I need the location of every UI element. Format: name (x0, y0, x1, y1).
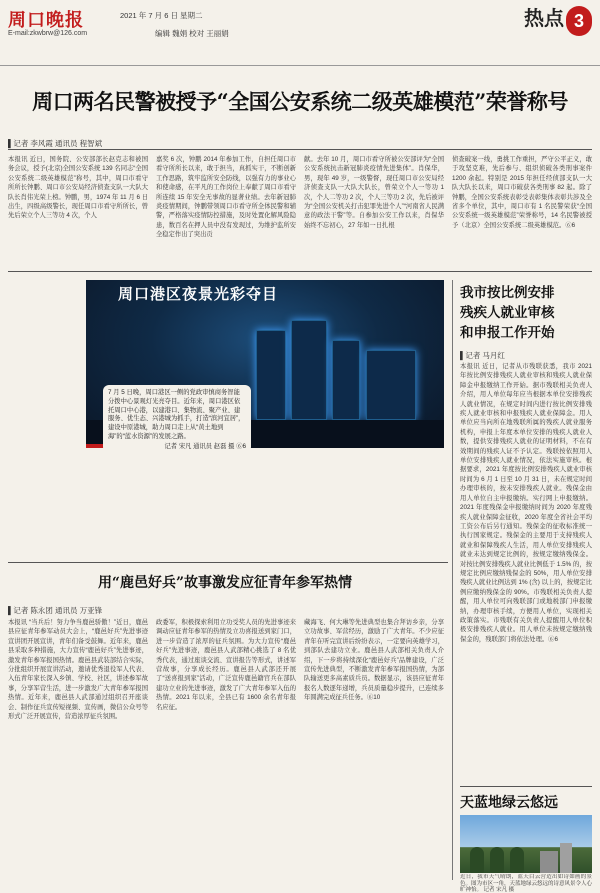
article3-byline-text: 记者 陈永团 通讯员 万亚锋 (13, 606, 103, 615)
photo-caption-box (103, 385, 251, 453)
article1-headline: 周口两名民警被授予“全国公安系统二级英雄模范”荣誉称号 (32, 89, 568, 114)
article3-column-3: 藏海飞、何大琳等先进典型也集合拜访乡亲，分享立功故事、军营经历，激励了广大青年。不少应征青年在听完宣讲后纷纷表示，一定要向英雄学习，到部队去建功立业。鹿邑县人武部相关负责人介绍，下一步将持续深化“鹿邑好兵”品牌建设，广泛宣传先进典型，不断激发青年参军报国热情，为部队输送更多高素质兵员。数据显示，该县应征青年报名人数逐年递增，兵员质量稳步提升，已连续多年圆满完成征兵任务。⑥10 (304, 619, 444, 702)
article3-column-2: 政委军，积极探索利用立功受奖人员的先进事迹来调动应征青年参军的热情及立功喜报送到家门口，进一步营造了浓厚的征兵氛围。为大力宣传“鹿邑好兵”先进事迹，鹿邑县人武部精心挑选了 8 名优秀代表，通过座谈交流、宣讲报告等形式，讲述军营故事，分享成长经历。鹿邑县人武部还开展了“送喜报到家”活动，广泛宣传鹿邑籍官兵在部队建功立业的先进事迹，激发了广大青年参军入伍的热情。2021 年以来，全县已有 1600 余名青年报名应征。 (156, 619, 296, 711)
article1-byline: ▌记者 李风霞 通讯员 程智斌 (8, 139, 103, 148)
photo-title: 周口港区夜景光彩夺目 (118, 285, 279, 303)
divider-rule (460, 786, 592, 787)
article3-column-1: 本报讯 “当兵后！努力争当鹿邑骄傲！”近日，鹿邑县应征青年参军动员大会上，“鹿邑好兵”先进事迹宣讲团开展宣讲，青年们备受鼓舞。近年来，鹿邑县采取多种措施，大力宣传“鹿邑好兵”先进事迹，激发青年参军报国热情。鹿邑县武装部结合实际，分批组织开展宣讲活动，邀请优秀退役军人代表、入伍青年家长深入乡镇、学校、社区，讲述参军故事，分享军营生活，进一步激发广大青年参军报国热情。近年来，鹿邑县人武部通过组织召开座谈会、制作征兵宣传短视频、宣传画，微信公众号等形式广泛开展宣传，营造浓厚征兵氛围。 (8, 619, 148, 721)
photo-credit: 记者 宋凡 通讯员 赵磊 摄 ⑥6 (164, 442, 246, 450)
article2-headline (460, 283, 592, 343)
photo-building (560, 843, 572, 873)
lit-building (256, 330, 286, 420)
photo-caption: 7 月 5 日晚，周口港区一侧的党政审慎商务智能分拨中心景观灯光亮夺目。近年来，周口港区依托周口中心港，以建港口、集物流、聚产业、建服务、优生态、兴港城为抓手，打造“滨河宜居”，建设中原港城，助力周口走上从“黄土地到海”的“蓝水资源”的发展之路。 (108, 389, 245, 440)
weather-caption-text: 近日，我市天气晴朗，蓝天白云营造出如诗如画的景色。图为市区一角，天蓝地绿云悠远的诗意风景令人心旷神怡。 (460, 874, 592, 892)
article2-headline-line: 和申报工作开始 (460, 325, 555, 341)
editors-line: 编辑 魏娟 校对 王丽娟 (155, 29, 229, 38)
lit-building (332, 340, 360, 420)
lit-building (366, 350, 416, 420)
divider-rule (8, 562, 448, 563)
article2-body: 本报讯 近日，记者从市残联获悉，我市 2021 年按比例安排残疾人就业审核和残疾人就业保障金申报缴纳工作开始。据市残联相关负责人介绍，用人单位每年应当根据本单位安排残疾人就业情况，在规定时间内进行按比例安排残疾人就业审核和申报残疾人就业保障金。用人单位应当向所在地残联所属的残疾人就业服务机构，申报上年度本单位安排的残疾人就业人数，提供安排残疾人就业的证明材料，不在有效期间的残疾人证不予认定。残联按依照用人单位安排残疾人就业情况，依法实施审核。根据要求，2021 年度按比例安排残疾人就业审核时间为 6 月 1 日至 10 月 31 日，未在规定时间办理审核的，按未安排残疾人就业。残保金由用人单位自主申报缴纳。实行网上申报缴纳。2021 年度残保金申报缴纳时间为 2020 年度残疾人就业保障金征收，2020 年度全省社会平均工资公布后另行通知。残保金的征收标准统一执行国家规定。残保金的主要用于支持残疾人就业和保障残疾人生活，用人单位安排残疾人就业未达到规定比例的，按规定缴纳残保金。对按比例安排残疾人就业比例低于 1.5% 的，按规定比例应缴纳残保金的 50%，用人单位安排残疾人就业比例达到 1% (含) 以上的，按规定比例应缴纳残保金的 90%。市残联相关负责人提醒，用人单位可向残联部门或地税部门申报缴纳，办理审核手续，方便用人单位，实现相关政策落实。市残联有关负责人提醒用人单位积极安排残疾人就业。用人单位未按规定缴纳残保金的，残联部门将依法处理。⑥6 (460, 363, 592, 643)
article1-column-3: 献。去年 10 月，周口市看守所被公安部评为“全国公安系统抗击新冠肺炎疫情先进集体”。肖保华，男，现年 49 岁，一级警督，现任周口市公安局经济侦查支队一大队大队长，曾荣立个人一等功 1 次，个人二等功 2 次，个人三等功 2 次，先后被评为“全国公安机关打击犯罪先进个人”“河南省人民满意的政法干警”等。自参加公安工作以来，肖保华始终不忘初心，27 年如一日扎根 (304, 156, 444, 229)
weather-headline: 天蓝地绿云悠远 (460, 795, 558, 811)
weather-photo (460, 815, 592, 873)
article1-byline-text: 记者 李风霞 通讯员 程智斌 (13, 139, 103, 148)
email-address: E-mail:zkwbrw@126.com (8, 30, 88, 37)
divider-rule (8, 149, 592, 150)
article2-headline-line: 我市按比例安排 (460, 285, 555, 301)
divider-rule (8, 271, 592, 272)
photo-tree (470, 847, 484, 873)
weather-credit: 记者 宋凡 摄 (483, 887, 515, 892)
article1-column-4: 侦查破案一线，勇挑工作重担，严守公平正义，敢于攻坚克难，先后参与、组织侦破各类刑事案件 1200 余起。特别是 2015 年担任经侦部支队一大队大队长以来，周口市破获各类刑事 82 起。除了钟鹏，全国公安系统表彰受表彰集体表彰共涉及全省多个单位，其中，周口市有 1 名民警荣获“全国公安系统一级英雄模范”荣誉称号，14 名民警被授予（北京）全国公安系统二级英雄模范。⑥6 (452, 156, 592, 229)
newspaper-logo: 周口晚报 (8, 10, 84, 31)
publication-date: 2021 年 7 月 6 日 星期二 (120, 11, 203, 20)
article2-byline-text: 记者 马月红 (465, 351, 505, 360)
column-divider (452, 280, 453, 880)
page-number-badge: 3 (566, 6, 592, 36)
masthead (0, 0, 600, 66)
lit-building (291, 320, 327, 420)
weather-caption (460, 874, 592, 892)
article3-byline: ▌记者 陈永团 通讯员 万亚锋 (8, 606, 103, 615)
article2-byline: ▌记者 马月红 (460, 351, 505, 360)
section-title: 热点 (524, 6, 564, 30)
article3-headline: 用“鹿邑好兵”故事激发应征青年参军热情 (97, 575, 353, 591)
photo-building (540, 851, 558, 873)
article1-column-2: 嘉奖 6 次，钟鹏 2014 年参加工作，自担任周口市看守所所长以来，敢于担当，真抓实干，不断创新工作思路，筑牢监所安全防线，以强有力的事业心和使命感，在平凡的工作岗位上奉献了周口市看守所连续 15 年安全无事故的显著业绩。去年新冠肺炎疫情期间，钟鹏带领周口市看守所全体民警和辅警，严格落实疫情防控措施，及时处置化解风险隐患，数百名在押人员中没有发现过，为维护监所安全稳定作出了突出贡 (156, 156, 296, 239)
photo-tree (510, 847, 524, 873)
article1-column-1: 本报讯 近日，国务院、公安部部长赵克志和被国务会议，授予(北京)全国公安系统 139 名同志“全国公安系统二级英雄模范”称号，其中，周口市看守所所长钟鹏、周口市公安局经济侦查支队一大队大队长肖伟光荣上榜。钟鹏，男，1974 年 11 月 6 日出生，四级高级警长，现任周口市看守所所长，曾先后荣立个人三等功 4 次，个人 (8, 156, 148, 220)
article2-headline-line: 残疾人就业审核 (460, 305, 555, 321)
photo-tree (490, 847, 504, 873)
